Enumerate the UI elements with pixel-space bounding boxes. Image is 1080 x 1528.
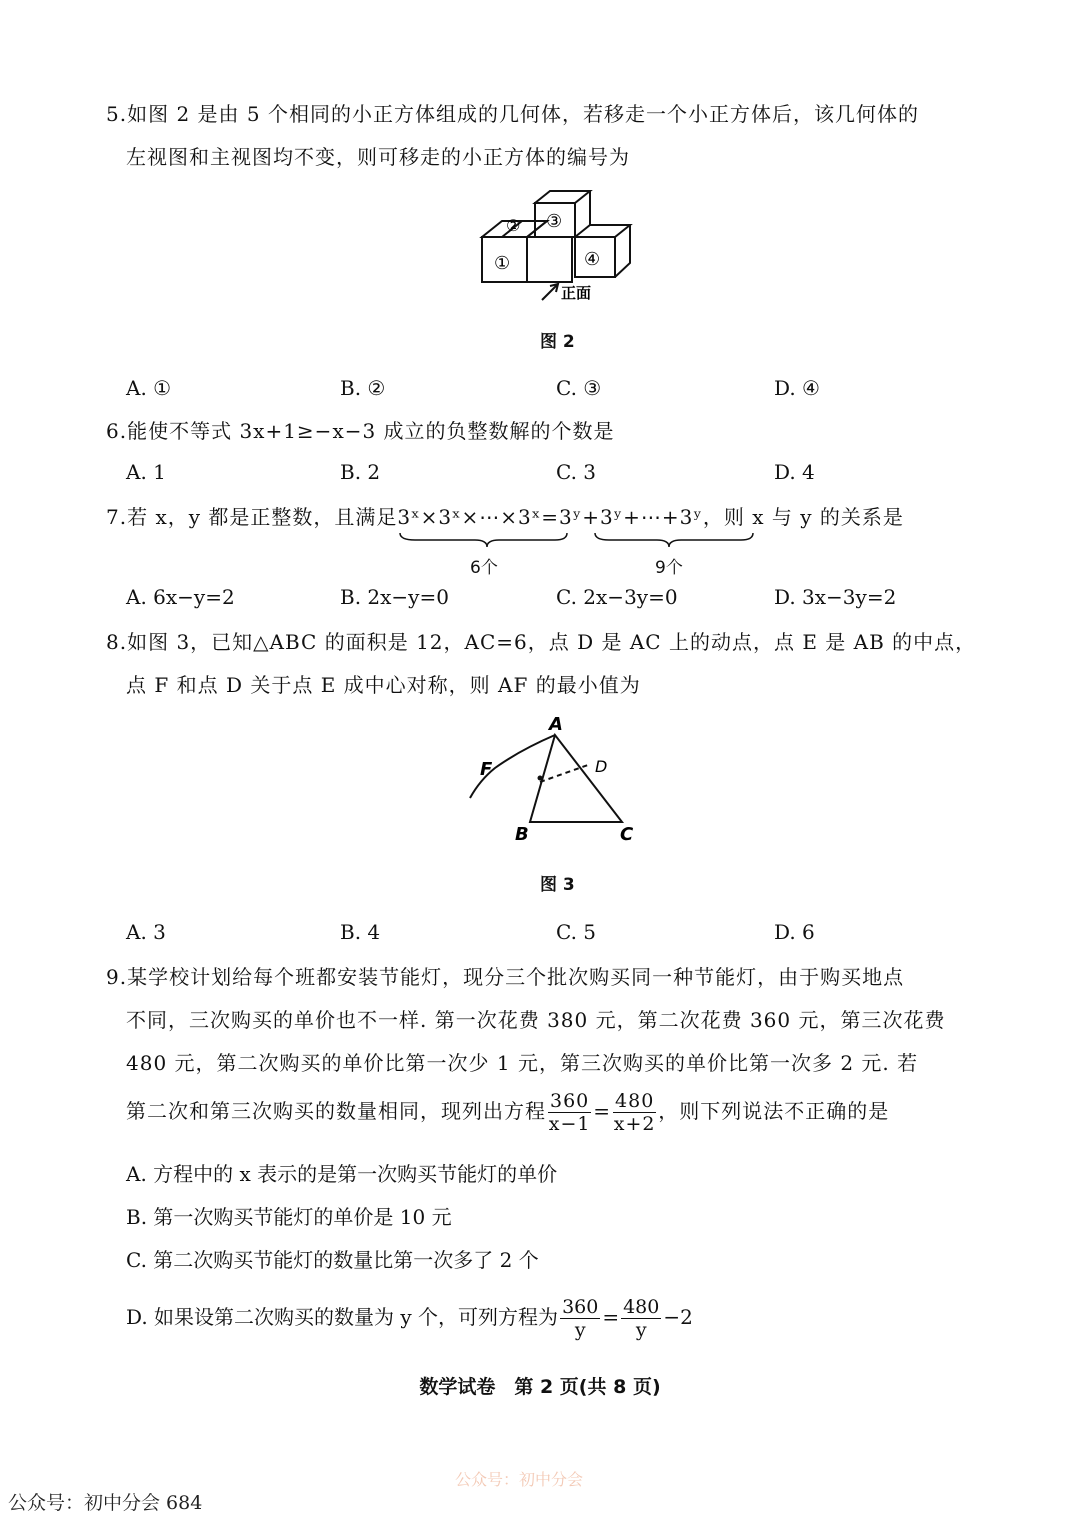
figure-3-caption: 图 3 <box>540 875 575 895</box>
q7-option-d: D. 3x−3y=2 <box>774 585 897 609</box>
q9-option-d-fraction-1-numerator: 360 <box>562 1296 599 1318</box>
q9-line3: 480 元，第二次购买的单价比第一次少 1 元，第三次购买的单价比第一次多 2 元. 若 <box>126 1051 919 1075</box>
point-label-f: F <box>480 759 493 780</box>
q7-expression: 3ˣ×3ˣ×⋯×3ˣ=3ʸ+3ʸ+⋯+3ʸ <box>397 505 703 529</box>
q9-option-d-suffix: −2 <box>663 1305 693 1329</box>
q5-option-d: D. ④ <box>774 376 820 400</box>
q9-option-d-fraction-1 <box>560 1296 600 1341</box>
vertex-label-b: B <box>515 824 529 845</box>
q5-option-c: C. ③ <box>556 376 602 400</box>
q9-fraction-1-denominator: x−1 <box>548 1113 591 1135</box>
figure-3-triangle <box>460 710 660 850</box>
q6-option-d: D. 4 <box>774 460 815 484</box>
vertex-label-c: C <box>620 824 634 845</box>
cube-label-4: ④ <box>584 249 601 270</box>
q9-line4-suffix: ，则下列说法不正确的是 <box>658 1099 890 1123</box>
q8-option-d: D. 6 <box>774 920 815 944</box>
q9-equals: = <box>593 1099 612 1123</box>
q5-option-a: A. ① <box>126 376 172 400</box>
q8-option-a: A. 3 <box>126 920 166 944</box>
figure-2-cubes <box>470 185 670 305</box>
q5-option-b: B. ② <box>340 376 386 400</box>
figure-2-caption: 图 2 <box>540 332 575 352</box>
q9-option-d-prefix: D. 如果设第二次购买的数量为 y 个，可列方程为 <box>126 1305 559 1329</box>
front-label: 正面 <box>561 284 592 302</box>
q5-line2: 左视图和主视图均不变，则可移走的小正方体的编号为 <box>126 145 630 169</box>
q7-prefix: 7.若 x，y 都是正整数，且满足 <box>106 505 398 529</box>
q9-option-d-fraction-1-denominator: y <box>574 1319 586 1341</box>
q7-suffix: ，则 x 与 y 的关系是 <box>702 505 904 529</box>
q8-line2: 点 F 和点 D 关于点 E 成中心对称，则 AF 的最小值为 <box>126 673 641 697</box>
q7-option-c: C. 2x−3y=0 <box>556 585 678 609</box>
q8-option-c: C. 5 <box>556 920 597 944</box>
q7-line1 <box>106 503 904 531</box>
cube-label-2: ② <box>506 216 521 235</box>
q8-line1: 8.如图 3，已知△ABC 的面积是 12，AC=6，点 D 是 AC 上的动点，点 E 是 AB 的中点， <box>106 630 977 654</box>
vertex-label-a: A <box>549 714 563 735</box>
q9-option-d-fraction-2-numerator: 480 <box>623 1296 660 1318</box>
q7-brace-label-2: 9个 <box>655 558 683 578</box>
q9-option-b: B. 第一次购买节能灯的单价是 10 元 <box>126 1205 452 1229</box>
q9-line1: 9.某学校计划给每个班都安装节能灯，现分三个批次购买同一种节能灯，由于购买地点 <box>106 965 905 989</box>
q5-line1: 5.如图 2 是由 5 个相同的小正方体组成的几何体，若移走一个小正方体后，该几何体的 <box>106 102 919 126</box>
q9-fraction-2 <box>613 1090 656 1135</box>
q9-fraction-1-numerator: 360 <box>550 1090 590 1112</box>
cube-label-1: ① <box>494 253 511 274</box>
q8-option-b: B. 4 <box>340 920 381 944</box>
q7-option-a: A. 6x−y=2 <box>126 585 235 609</box>
q9-option-a: A. 方程中的 x 表示的是第一次购买节能灯的单价 <box>126 1162 558 1186</box>
q9-option-d <box>126 1294 693 1341</box>
q7-brace-label-1: 6个 <box>470 558 498 578</box>
q9-line4 <box>126 1088 889 1135</box>
q9-option-d-fraction-2-denominator: y <box>635 1319 647 1341</box>
cube-label-3: ③ <box>546 211 563 232</box>
watermark: 公众号：初中分会 <box>455 1470 584 1489</box>
q6-option-c: C. 3 <box>556 460 597 484</box>
q9-line2: 不同，三次购买的单价也不一样. 第一次花费 380 元，第二次花费 360 元，第三次花费 <box>126 1008 946 1032</box>
q6-option-b: B. 2 <box>340 460 381 484</box>
point-label-d: D <box>595 757 608 776</box>
q9-option-d-equals: = <box>602 1305 620 1329</box>
q7-braces <box>395 530 765 550</box>
q9-option-d-fraction-2 <box>621 1296 661 1341</box>
q6-line1: 6.能使不等式 3x+1≥−x−3 成立的负整数解的个数是 <box>106 419 615 443</box>
q9-fraction-2-numerator: 480 <box>615 1090 655 1112</box>
q7-option-b: B. 2x−y=0 <box>340 585 449 609</box>
q9-option-c: C. 第二次购买节能灯的数量比第一次多了 2 个 <box>126 1248 539 1272</box>
q9-line4-prefix: 第二次和第三次购买的数量相同，现列出方程 <box>126 1099 546 1123</box>
page-footer: 数学试卷 第 2 页(共 8 页) <box>419 1376 661 1398</box>
q9-fraction-1 <box>548 1090 591 1135</box>
q6-option-a: A. 1 <box>126 460 166 484</box>
account-label: 公众号：初中分会 684 <box>8 1492 203 1514</box>
q9-fraction-2-denominator: x+2 <box>613 1113 656 1135</box>
